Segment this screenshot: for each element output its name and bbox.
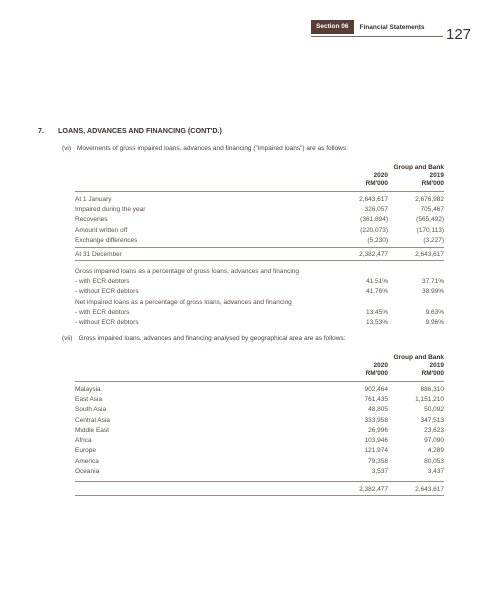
row-label: Malaysia xyxy=(75,385,101,393)
table-row xyxy=(75,446,444,456)
value-2019: 3,437 xyxy=(427,468,444,476)
table-row xyxy=(75,266,444,276)
value-2020: 121,974 xyxy=(364,447,388,455)
table-row xyxy=(75,215,444,225)
total-row xyxy=(75,484,444,494)
subsection-marker: (vii) xyxy=(62,335,73,342)
note-title: LOANS, ADVANCES AND FINANCING (CONT'D.) xyxy=(58,126,222,135)
row-label: Europe xyxy=(75,447,96,455)
table-row xyxy=(75,415,444,425)
subsection-vii xyxy=(62,335,346,342)
value-2019: 37.71% xyxy=(421,277,444,285)
row-label: Gross impaired loans as a percentage of gross loans, advances and financing xyxy=(75,267,300,275)
value-2019: 50,092 xyxy=(424,406,444,414)
note-heading xyxy=(38,126,222,135)
total-row xyxy=(75,249,444,259)
column-group-header: Group and Bank xyxy=(393,354,444,361)
column-unit-2019: RM'000 xyxy=(421,370,444,377)
table-row xyxy=(75,194,444,204)
column-unit-2020: RM'000 xyxy=(365,180,388,187)
value-2019: 886,310 xyxy=(420,385,444,393)
value-2019: 38.99% xyxy=(421,288,444,296)
subsection-text: Movements of gross impaired loans, advances and financing ("impaired loans") are as follows: xyxy=(77,145,348,152)
movements-subtotal-rule xyxy=(75,247,444,248)
geography-total xyxy=(75,484,444,494)
row-label: Amount written off xyxy=(75,226,128,234)
value-2019: 9.63% xyxy=(425,308,444,316)
value-2020: 2,382,477 xyxy=(359,250,388,258)
row-label: At 31 December xyxy=(75,250,122,258)
geography-table xyxy=(75,384,444,477)
table-row xyxy=(75,466,444,476)
value-2020: 41.51% xyxy=(365,277,388,285)
table-row xyxy=(75,425,444,435)
row-label: South Asia xyxy=(75,406,107,414)
table-top-rule xyxy=(75,191,444,192)
column-year-2019: 2019 xyxy=(429,362,444,369)
table-row xyxy=(75,405,444,415)
column-year-2020: 2020 xyxy=(373,362,388,369)
row-label: Recoveries xyxy=(75,216,108,224)
row-label: Exchange differences xyxy=(75,236,138,244)
value-2020: (220,073) xyxy=(360,226,388,234)
movements-total-rule xyxy=(75,260,444,261)
table-row xyxy=(75,394,444,404)
value-2020: (361,894) xyxy=(360,216,388,224)
ratios-table xyxy=(75,266,444,328)
column-unit-2019: RM'000 xyxy=(421,180,444,187)
column-year-2020: 2020 xyxy=(373,172,388,179)
geography-total-rule xyxy=(75,495,444,496)
value-2019: 1,151,210 xyxy=(415,395,444,403)
value-2020: 761,435 xyxy=(364,395,388,403)
value-2019: 9.96% xyxy=(425,319,444,327)
value-2020: 41.76% xyxy=(365,288,388,296)
value-2020: (5,230) xyxy=(367,236,388,244)
value-2019: (3,227) xyxy=(423,236,444,244)
row-label: - with ECR debtors xyxy=(75,308,130,316)
row-label: Central Asia xyxy=(75,416,111,424)
subsection-marker: (vi) xyxy=(62,145,72,152)
table-row xyxy=(75,204,444,214)
value-2019: (565,492) xyxy=(416,216,444,224)
section-label: Section 06 xyxy=(311,20,354,34)
table-row xyxy=(75,317,444,327)
geography-subtotal-rule xyxy=(75,481,444,482)
row-label: - without ECR debtors xyxy=(75,319,139,327)
value-2019: 2,643,617 xyxy=(415,485,444,493)
value-2019: 4,289 xyxy=(427,447,444,455)
row-label: East Asia xyxy=(75,395,103,403)
column-year-2019: 2019 xyxy=(429,172,444,179)
value-2020: 26,996 xyxy=(368,426,388,434)
subsection-vi xyxy=(62,145,348,152)
note-number: 7. xyxy=(38,126,44,135)
page-number: 127 xyxy=(446,26,472,43)
movements-total xyxy=(75,249,444,259)
value-2019: 705,467 xyxy=(420,205,444,213)
value-2020: 103,946 xyxy=(364,437,388,445)
value-2019: 23,623 xyxy=(424,426,444,434)
value-2020: 326,057 xyxy=(364,205,388,213)
table-row xyxy=(75,384,444,394)
table-row xyxy=(75,456,444,466)
column-group-header: Group and Bank xyxy=(393,164,444,171)
row-label: - with ECR debtors xyxy=(75,277,130,285)
value-2020: 902,464 xyxy=(364,385,388,393)
row-label: Net impaired loans as a percentage of gross loans, advances and financing xyxy=(75,298,292,306)
column-unit-2020: RM'000 xyxy=(365,370,388,377)
value-2020: 333,958 xyxy=(364,416,388,424)
value-2020: 13.53% xyxy=(365,319,388,327)
subsection-text: Gross impaired loans, advances and financing analysed by geographical area are as follows: xyxy=(78,335,346,342)
value-2019: 97,090 xyxy=(424,437,444,445)
row-label: Africa xyxy=(75,437,92,445)
header-rule xyxy=(311,36,443,37)
table-row xyxy=(75,287,444,297)
value-2020: 2,382,477 xyxy=(359,485,388,493)
row-label: - without ECR debtors xyxy=(75,288,139,296)
value-2019: 80,053 xyxy=(424,457,444,465)
table-top-rule xyxy=(75,381,444,382)
value-2020: 2,643,617 xyxy=(359,195,388,203)
row-label: At 1 January xyxy=(75,195,112,203)
table-row xyxy=(75,297,444,307)
value-2019: 347,513 xyxy=(420,416,444,424)
section-title: Financial Statements xyxy=(359,23,425,31)
value-2020: 79,358 xyxy=(368,457,388,465)
value-2020: 13.45% xyxy=(365,308,388,316)
row-label: Impaired during the year xyxy=(75,205,146,213)
value-2020: 3,537 xyxy=(371,468,388,476)
table-row xyxy=(75,435,444,445)
value-2019: 2,676,982 xyxy=(415,195,444,203)
row-label: Middle East xyxy=(75,426,109,434)
table-row xyxy=(75,276,444,286)
value-2019: 2,643,617 xyxy=(415,250,444,258)
row-label: America xyxy=(75,457,99,465)
table-row xyxy=(75,225,444,235)
row-label: Oceania xyxy=(75,468,100,476)
table-row xyxy=(75,235,444,245)
value-2020: 48,805 xyxy=(368,406,388,414)
page-header xyxy=(311,20,425,34)
table-row xyxy=(75,307,444,317)
movements-table xyxy=(75,194,444,245)
value-2019: (170,113) xyxy=(416,226,444,234)
